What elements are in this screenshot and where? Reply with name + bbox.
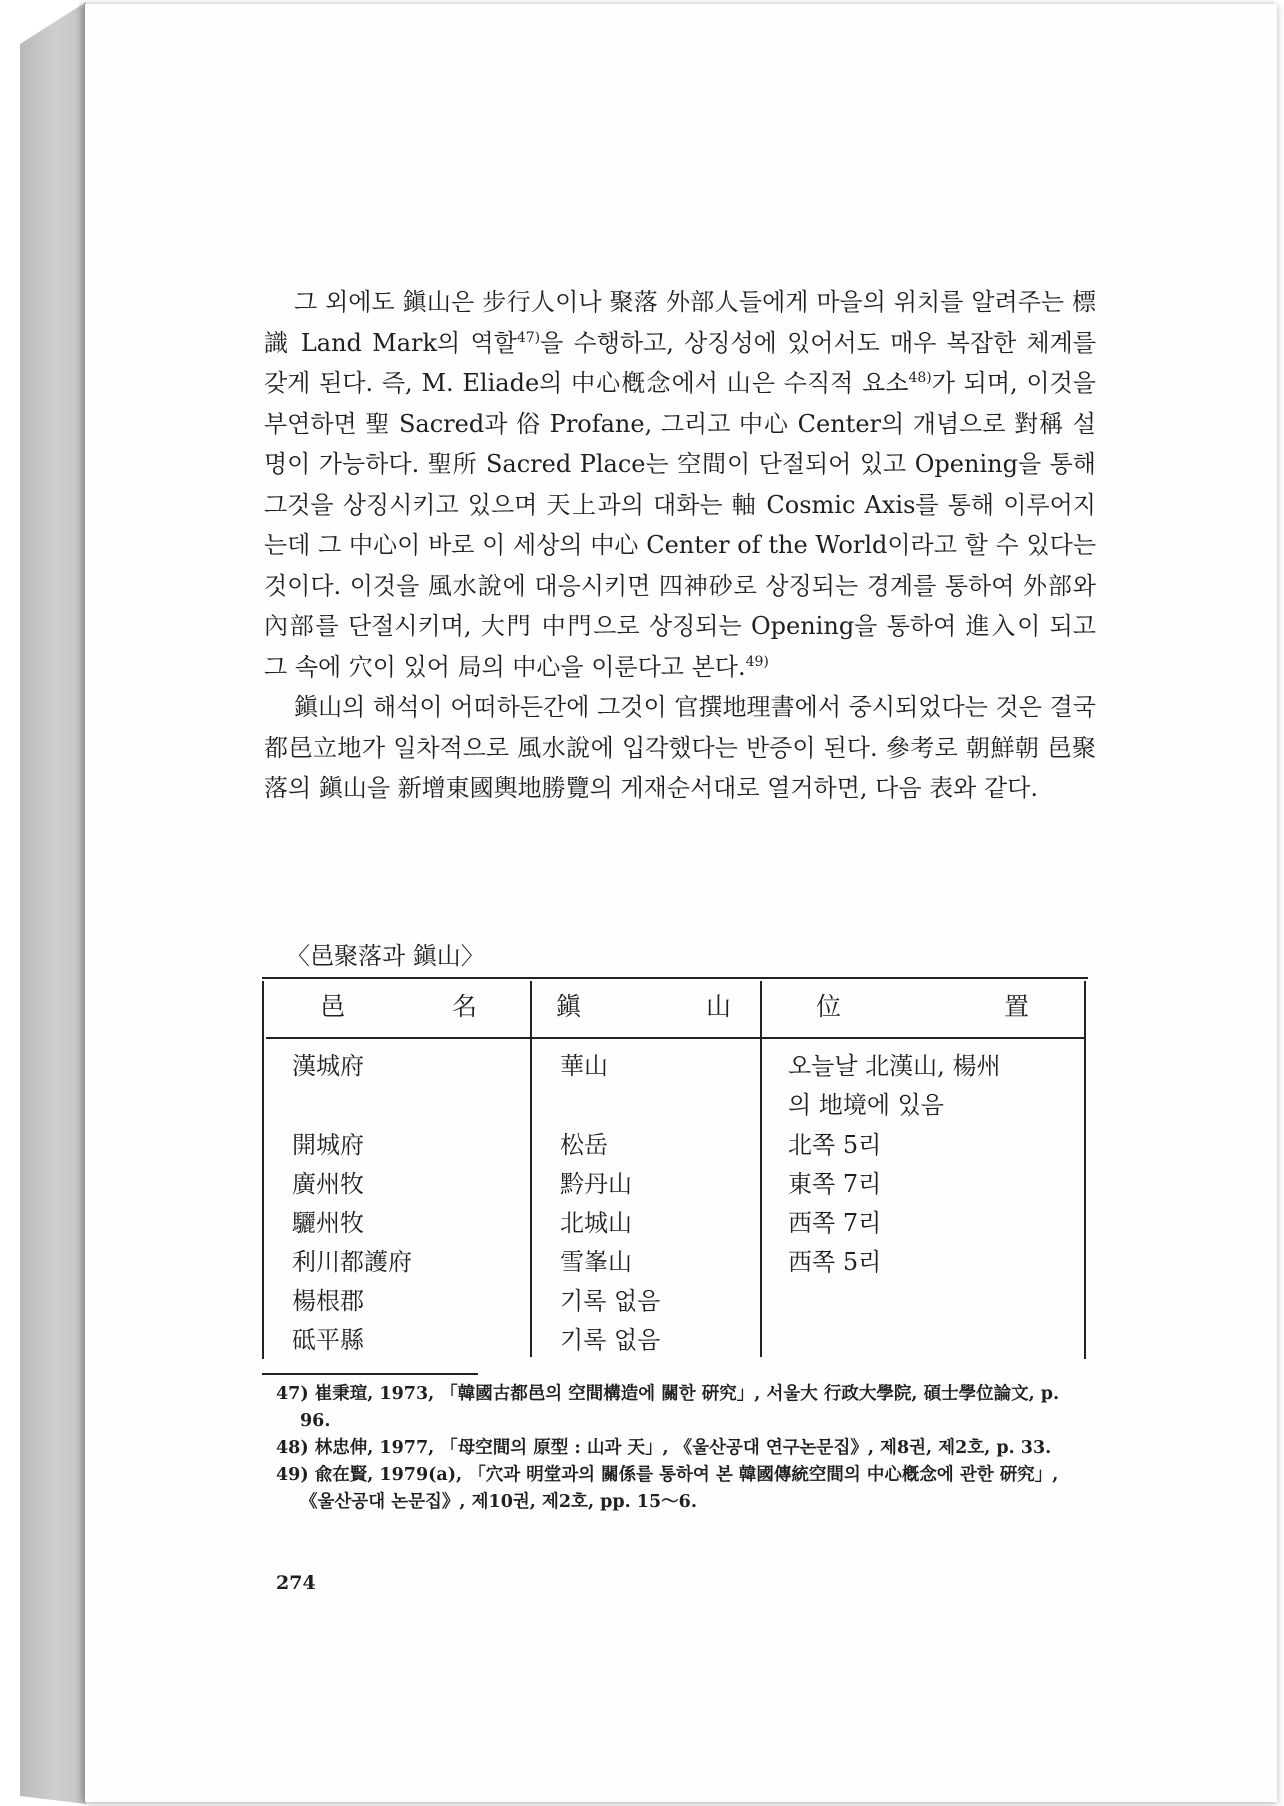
table-cell-town: 利川都護府 — [292, 1248, 412, 1276]
table-cell-mountain: 기록 없음 — [560, 1287, 661, 1315]
book-page — [84, 4, 1277, 1802]
footnote-49: 49) 兪在賢, 1979(a), 「穴과 明堂과의 關係를 통하여 본 韓國傳統空間의 中心槪念에 관한 硏究」, 《울산공대 논문집》, 제10권, 제2호, pp. 15～6. — [276, 1465, 1059, 1512]
table-cell-mountain: 雪峯山 — [560, 1248, 632, 1276]
table-cell-location: 오늘날 北漢山, 楊州 — [788, 1052, 1001, 1080]
table-cell-town: 開城府 — [292, 1131, 364, 1159]
paragraph-1: 그 외에도 鎭山은 步行人이나 聚落 外部人들에게 마을의 위치를 알려주는 標識 Land Mark의 역할$^{47)}$을 수행하고, 상징성에 있어서도 매우 복잡한 체계를 갖게 된다. 즉, M. Eliade의 中心槪念에서 山은 수직적 요소$^{48)}$가 되며, 이것을 부연하면 聖 Sacred과 俗 Profane, 그리고 中心 Center의 개념으로 對稱 설명이 가능하다. 聖所 Sacred Place는 空間이 단절되어 있고 Opening을 통해 그것을 상징시키고 있으며 天上과의 대화는 軸 Cosmic Axis를 통해 이루어지는데 그 中心이 바로 이 세상의 中心 Center of the World이라고 할 수 있다는 것이다. 이것을 風水說에 대응시키면 四神砂로 상징되는 경계를 통하여 外部와 內部를 단절시키며, 大門 中門으로 상징되는 Opening을 통하여 進入이 되고 그 속에 穴이 있어 局의 中心을 이룬다고 본다.$^{49)}$ — [264, 288, 1097, 681]
table-cell-town: 驪州牧 — [292, 1209, 364, 1237]
header-location-2: 置 — [1004, 992, 1030, 1021]
footnote-48: 48) 林忠伸, 1977, 「母空間의 原型 : 山과 天」, 《울산공대 연구논문집》, 제8권, 제2호, p. 33. — [276, 1438, 1052, 1458]
header-town-2: 名 — [452, 992, 478, 1021]
table-cell-location-cont: 의 地境에 있음 — [788, 1091, 944, 1119]
footnote-47: 47) 崔秉瑄, 1973, 「韓國古都邑의 空間構造에 關한 硏究」, 서울大 行政大學院, 碩士學位論文, p. 96. — [276, 1384, 1060, 1431]
table-right-border — [1084, 981, 1086, 1359]
paragraph-2: 鎭山의 해석이 어떠하든간에 그것이 官撰地理書에서 중시되었다는 것은 결국 都邑立地가 일차적으로 風水說에 입각했다는 반증이 된다. 參考로 朝鮮朝 邑聚落의 鎭山을 新增東國輿地勝覽의 게재순서대로 열거하면, 다음 表와 같다. — [264, 693, 1096, 802]
book-spine — [20, 2, 86, 1804]
table-left-border — [262, 981, 264, 1359]
header-town-1: 邑 — [320, 992, 346, 1021]
table-cell-location: 北쪽 5리 — [788, 1131, 882, 1159]
table-cell-town: 漢城府 — [292, 1052, 364, 1080]
table-cell-location: 西쪽 7리 — [788, 1209, 882, 1237]
header-location-1: 位 — [816, 992, 842, 1021]
table-cell-mountain: 黔丹山 — [560, 1170, 632, 1198]
table-cell-location: 東쪽 7리 — [788, 1170, 882, 1198]
footnote-rule — [262, 1373, 478, 1375]
table-cell-town: 砥平縣 — [292, 1326, 364, 1354]
table-cell-mountain: 北城山 — [560, 1209, 632, 1237]
body-text — [264, 282, 1096, 809]
table-cell-town: 廣州牧 — [292, 1170, 364, 1198]
table-cell-town: 楊根郡 — [292, 1287, 364, 1315]
page-number: 274 — [276, 1572, 316, 1594]
footnotes — [276, 1381, 1086, 1516]
table-caption: 〈邑聚落과 鎭山〉 — [286, 942, 485, 970]
table-cell-mountain: 華山 — [560, 1052, 608, 1080]
header-mountain-1: 鎭 — [556, 992, 582, 1021]
header-mountain-2: 山 — [706, 992, 732, 1021]
table-cell-mountain: 松岳 — [560, 1131, 608, 1159]
header-underline — [266, 1037, 1084, 1039]
towns-mountains-table — [262, 977, 1088, 1357]
table-cell-location: 西쪽 5리 — [788, 1248, 882, 1276]
table-cell-mountain: 기록 없음 — [560, 1326, 661, 1354]
